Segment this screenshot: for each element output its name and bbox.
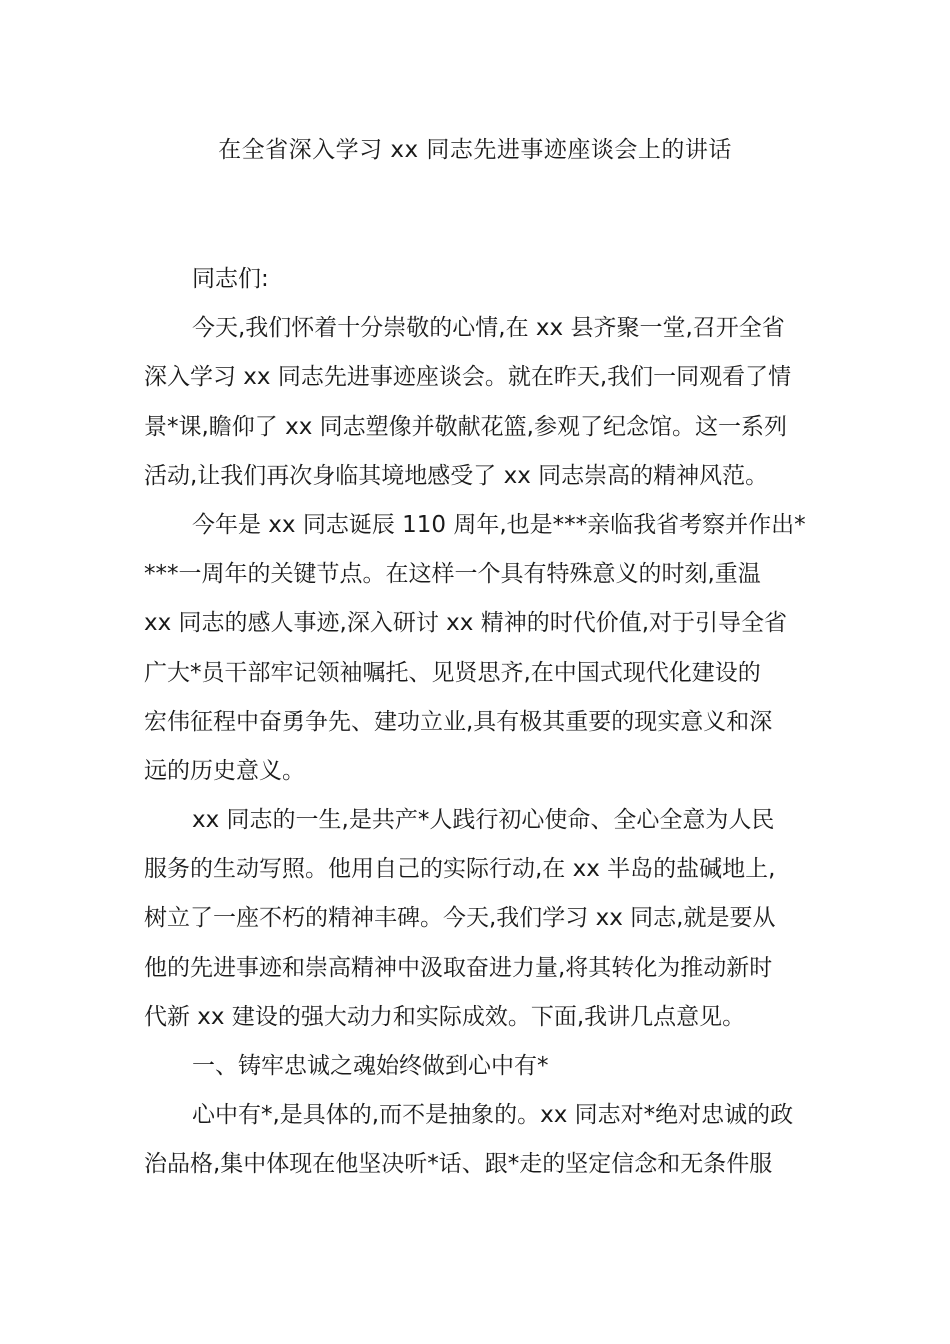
text-line: 他的先进事迹和崇高精神中汲取奋进力量,将其转化为推动新时	[144, 954, 773, 981]
document-body	[144, 255, 808, 1190]
text-line: 树立了一座不朽的精神丰碑。今天,我们学习 xx 同志,就是要从	[144, 905, 776, 932]
text-line: 同志们:	[192, 266, 269, 292]
text-line: 今天,我们怀着十分崇敬的心情,在 xx 县齐聚一堂,召开全省	[192, 315, 785, 342]
text-line: 代新 xx 建设的强大动力和实际成效。下面,我讲几点意见。	[144, 1003, 746, 1030]
text-line: xx 同志的一生,是共产*人践行初心使命、全心全意为人民	[192, 807, 775, 834]
text-line: 深入学习 xx 同志先进事迹座谈会。就在昨天,我们一同观看了情	[144, 364, 792, 391]
section-heading: 一、铸牢忠诚之魂始终做到心中有*	[192, 1053, 549, 1079]
text-line: 宏伟征程中奋勇争先、建功立业,具有极其重要的现实意义和深	[144, 708, 773, 735]
text-line: xx 同志的感人事迹,深入研讨 xx 精神的时代价值,对于引导全省	[144, 610, 788, 637]
document-title: 在全省深入学习 xx 同志先进事迹座谈会上的讲话	[218, 137, 732, 163]
text-line: 服务的生动写照。他用自己的实际行动,在 xx 半岛的盐碱地上,	[144, 856, 776, 883]
text-line: 景*课,瞻仰了 xx 同志塑像并敬献花篮,参观了纪念馆。这一系列	[144, 413, 787, 440]
text-line: 活动,让我们再次身临其境地感受了 xx 同志崇高的精神风范。	[144, 462, 769, 489]
text-line: ***一周年的关键节点。在这样一个具有特殊意义的时刻,重温	[144, 561, 761, 588]
text-line: 心中有*,是具体的,而不是抽象的。xx 同志对*绝对忠诚的政	[192, 1102, 794, 1129]
text-line: 广大*员干部牢记领袖嘱托、见贤思齐,在中国式现代化建设的	[144, 659, 761, 686]
text-line: 治品格,集中体现在他坚决听*话、跟*走的坚定信念和无条件服	[144, 1151, 773, 1178]
text-line: 远的历史意义。	[144, 757, 305, 784]
text-line: 今年是 xx 同志诞辰 110 周年,也是***亲临我省考察并作出*	[192, 511, 806, 538]
